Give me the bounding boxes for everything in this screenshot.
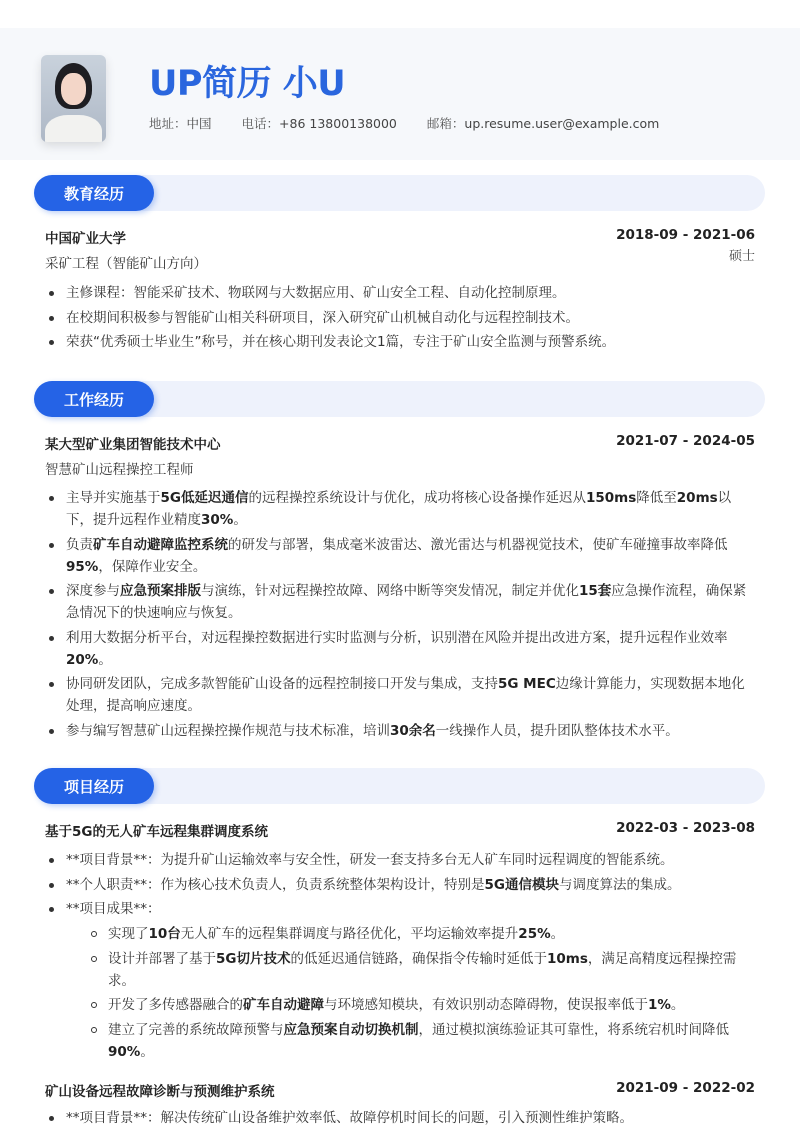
bold-text: 95% — [66, 558, 99, 575]
text-segment: 负责 — [66, 536, 93, 553]
text-segment: 主导并实施基于 — [66, 490, 161, 506]
bold-text: 20% — [66, 651, 99, 668]
bold-text: 应急预案自动切换机制 — [283, 1021, 419, 1038]
contact-email: 邮箱：up.resume.user@example.com — [426, 116, 660, 131]
list-item — [45, 534, 757, 578]
list-item — [87, 994, 757, 1016]
text-segment: 在校期间积极参与智能矿山相关科研项目，深入研究矿山机械自动化与远程控制技术。 — [66, 309, 579, 326]
education-date: 2018-09 - 2021-06 — [616, 227, 755, 243]
education-entry-header — [45, 227, 755, 247]
text-segment: 降低至 — [636, 490, 677, 506]
text-segment: 。 — [550, 926, 565, 942]
text-segment: ，保障作业安全。 — [98, 558, 207, 575]
text-segment: 设计并部署了基于 — [108, 950, 216, 967]
text-segment: **项目成果**： — [66, 901, 161, 917]
text-segment: 参与编写智慧矿山远程操控操作规范与技术标准，培训 — [66, 722, 390, 739]
bold-text: 5G切片技术 — [216, 950, 291, 967]
bold-text: 90% — [108, 1043, 141, 1060]
list-item — [45, 331, 757, 353]
text-segment: 无人矿车的远程集群调度与路径优化，平均运输效率提升 — [180, 926, 519, 942]
list-item — [45, 627, 757, 671]
text-segment: ，通过模拟演练验证其可靠性，将系统宕机时间降低 — [418, 1021, 729, 1038]
list-item — [45, 307, 757, 329]
major: 采矿工程（智能矿山方向） — [45, 256, 207, 272]
work-bullets — [45, 487, 757, 744]
text-segment: 。 — [98, 651, 112, 668]
bold-text: 应急预案排版 — [120, 583, 201, 599]
bold-text: 25% — [518, 926, 551, 942]
text-segment: 开发了多传感器融合的 — [108, 997, 243, 1013]
text-segment: 。 — [670, 997, 685, 1013]
contact-info — [149, 114, 659, 132]
text-segment: 协同研发团队，完成多款智能矿山设备的远程控制接口开发与集成，支持 — [66, 676, 498, 692]
text-segment: 荣获“优秀硕士毕业生”称号，并在核心期刊发表论文1篇，专注于矿山安全监测与预警系统。 — [66, 334, 616, 350]
text-segment: 。 — [233, 512, 247, 528]
text-segment: 主修课程：智能采矿技术、物联网与大数据应用、矿山安全工程、自动化控制原理。 — [66, 285, 566, 301]
section-header-education: 教育经历 — [34, 175, 765, 211]
list-item — [45, 580, 757, 624]
list-item — [87, 948, 757, 992]
bold-text: 30余名 — [390, 722, 436, 739]
bold-text: 5G通信模块 — [484, 876, 559, 893]
text-segment: **项目背景**：为提升矿山运输效率与安全性，研发一套支持多台无人矿车同时远程调度的智能系统。 — [66, 852, 674, 868]
list-item — [87, 923, 757, 945]
bold-text: 15套 — [579, 583, 612, 599]
education-bullets — [45, 282, 757, 356]
text-segment: 与环境感知模块，有效识别动态障碍物，使误报率低于 — [324, 997, 648, 1013]
text-segment: **个人职责**：作为核心技术负责人，负责系统整体架构设计，特别是 — [66, 876, 485, 893]
bold-text: 矿车自动避障 — [243, 997, 324, 1013]
job-title: 智慧矿山远程操控工程师 — [45, 462, 194, 478]
contact-address: 地址：中国 — [149, 116, 212, 131]
project-name: 基于5G的无人矿车远程集群调度系统 — [45, 824, 268, 840]
bold-text: 10台 — [148, 926, 181, 942]
text-segment: 的低延迟通信链路，确保指令传输时延低于 — [290, 950, 547, 967]
text-segment: 的研发与部署，集成毫米波雷达、激光雷达与机器视觉技术，使矿车碰撞事故率降低 — [228, 536, 728, 553]
company-name: 某大型矿业集团智能技术中心 — [45, 437, 221, 453]
text-segment: 边缘计算能力，实现数据本地化处理，提高响应速度。 — [66, 676, 745, 714]
list-item — [45, 720, 757, 742]
section-header-work: 工作经历 — [34, 381, 765, 417]
project-header — [45, 820, 755, 840]
list-item — [45, 874, 757, 896]
list-item — [45, 898, 757, 1063]
project-name: 矿山设备远程故障诊断与预测维护系统 — [45, 1084, 275, 1100]
project-results — [87, 923, 757, 1063]
bold-text: 矿车自动避障监控系统 — [93, 536, 228, 553]
bold-text: 5G低延迟通信 — [160, 490, 249, 506]
text-segment: 以下，提升远程作业精度 — [66, 490, 732, 528]
text-segment: 一线操作人员，提升团队整体技术水平。 — [435, 722, 679, 739]
bold-text: 1% — [648, 997, 671, 1013]
bold-text: 5G MEC — [498, 676, 556, 692]
text-segment: **项目背景**：解决传统矿山设备维护效率低、故障停机时间长的问题，引入预测性维护策略。 — [66, 1110, 633, 1126]
profile-photo — [41, 55, 106, 142]
section-header-projects: 项目经历 — [34, 768, 765, 804]
list-item — [45, 849, 757, 871]
candidate-name: UP简历 小U — [149, 64, 346, 104]
text-segment: ，满足高精度远程操控需求。 — [108, 950, 737, 989]
list-item — [87, 1019, 757, 1063]
text-segment: 应急操作流程，确保紧急情况下的快速响应与恢复。 — [66, 583, 747, 621]
text-segment: 的远程操控系统设计与优化，成功将核心设备操作延迟从 — [248, 490, 586, 506]
text-segment: 。 — [140, 1043, 154, 1060]
text-segment: 实现了 — [108, 926, 149, 942]
text-segment: 建立了完善的系统故障预警与 — [108, 1021, 284, 1038]
text-segment: 利用大数据分析平台，对远程操控数据进行实时监测与分析，识别潜在风险并提出改进方案，提升远程作业效率 — [66, 629, 728, 646]
project-header — [45, 1080, 755, 1100]
degree: 硕士 — [728, 249, 755, 264]
project-date: 2021-09 - 2022-02 — [616, 1080, 755, 1096]
text-segment: 与调度算法的集成。 — [558, 876, 681, 893]
list-item — [45, 673, 757, 717]
list-item — [45, 282, 757, 304]
project-bullets — [45, 1107, 757, 1130]
school-name: 中国矿业大学 — [45, 231, 126, 247]
resume-header — [0, 28, 800, 160]
list-item — [45, 1107, 757, 1129]
project-date: 2022-03 - 2023-08 — [616, 820, 755, 836]
bold-text: 150ms — [585, 490, 637, 506]
bold-text: 20ms — [676, 490, 718, 506]
bold-text: 30% — [201, 512, 234, 528]
project-bullets — [45, 849, 757, 1065]
work-date: 2021-07 - 2024-05 — [616, 433, 755, 449]
list-item — [45, 487, 757, 531]
work-entry-header — [45, 433, 755, 453]
bold-text: 10ms — [546, 950, 588, 967]
contact-phone: 电话：+86 13800138000 — [241, 116, 397, 131]
text-segment: 与演练，针对远程操控故障、网络中断等突发情况，制定并优化 — [201, 583, 579, 599]
text-segment: 深度参与 — [66, 583, 120, 599]
